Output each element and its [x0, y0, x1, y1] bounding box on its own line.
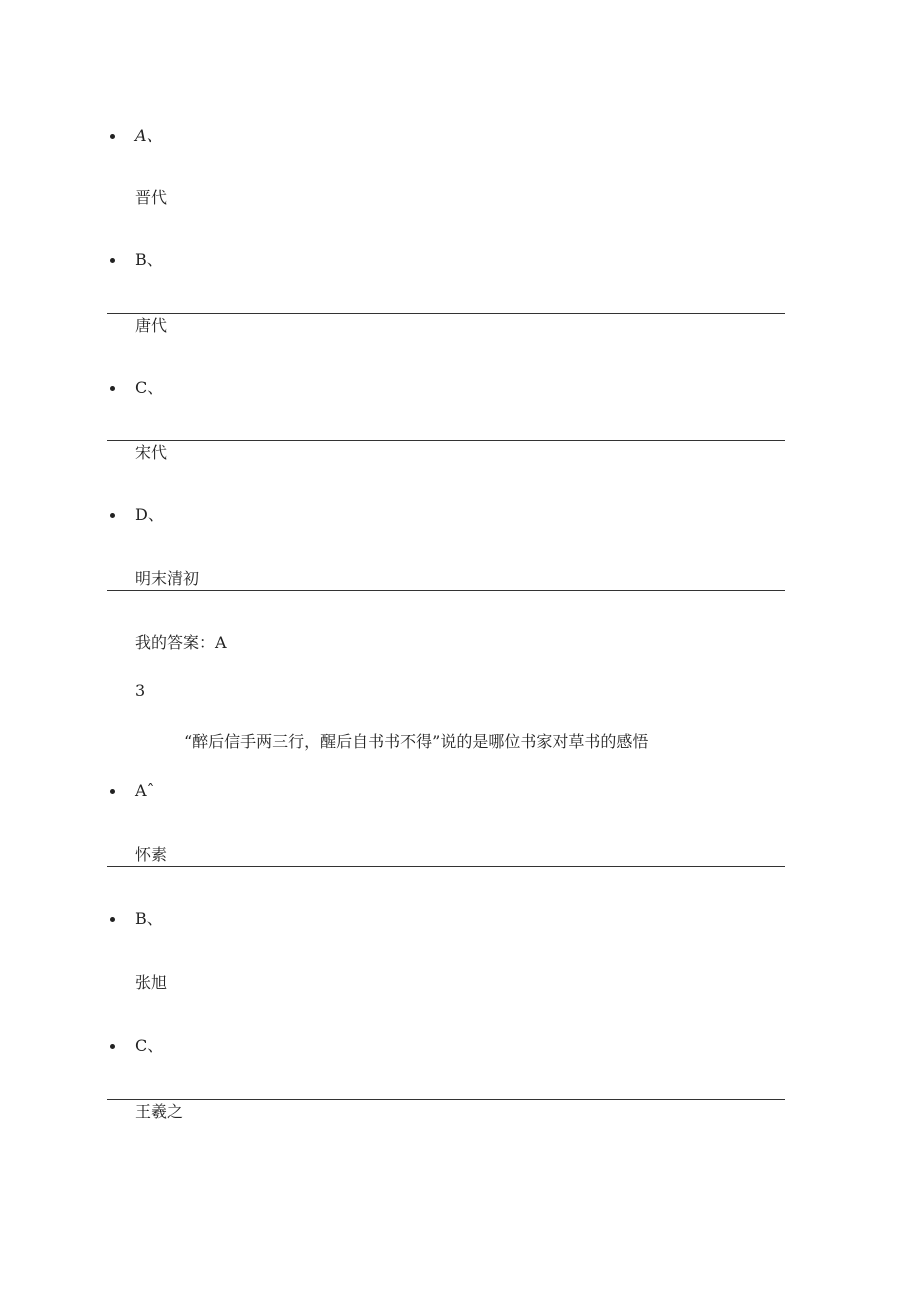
divider-line — [107, 866, 785, 867]
option-text: 怀素 — [135, 845, 168, 864]
bullet-dot — [110, 1044, 115, 1049]
question-number: 3 — [135, 681, 146, 700]
bullet-dot — [110, 134, 115, 139]
bullet-dot — [110, 386, 115, 391]
option-marker: B、 — [135, 250, 163, 269]
divider-line — [107, 590, 785, 591]
divider-line — [107, 440, 785, 441]
option-text: 宋代 — [135, 443, 168, 462]
option-marker: C、 — [135, 1036, 164, 1055]
question-text: “醉后信手两三行，醒后自书书不得”说的是哪位书家对草书的感悟 — [184, 732, 649, 751]
option-marker: B、 — [135, 909, 163, 928]
bullet-dot — [110, 258, 115, 263]
option-marker: Aˆ — [135, 781, 155, 800]
bullet-dot — [110, 513, 115, 518]
option-text: 明末清初 — [135, 569, 200, 588]
bullet-dot — [110, 789, 115, 794]
option-marker: A、 — [135, 126, 163, 145]
option-text: 唐代 — [135, 316, 168, 335]
option-marker: D、 — [135, 505, 164, 524]
bullet-dot — [110, 917, 115, 922]
divider-line — [107, 313, 785, 314]
my-answer: 我的答案：A — [135, 633, 227, 652]
divider-line — [107, 1099, 785, 1100]
option-text: 晋代 — [135, 188, 168, 207]
option-text: 张旭 — [135, 973, 168, 992]
option-text: 王羲之 — [135, 1102, 184, 1121]
option-marker: C、 — [135, 378, 164, 397]
